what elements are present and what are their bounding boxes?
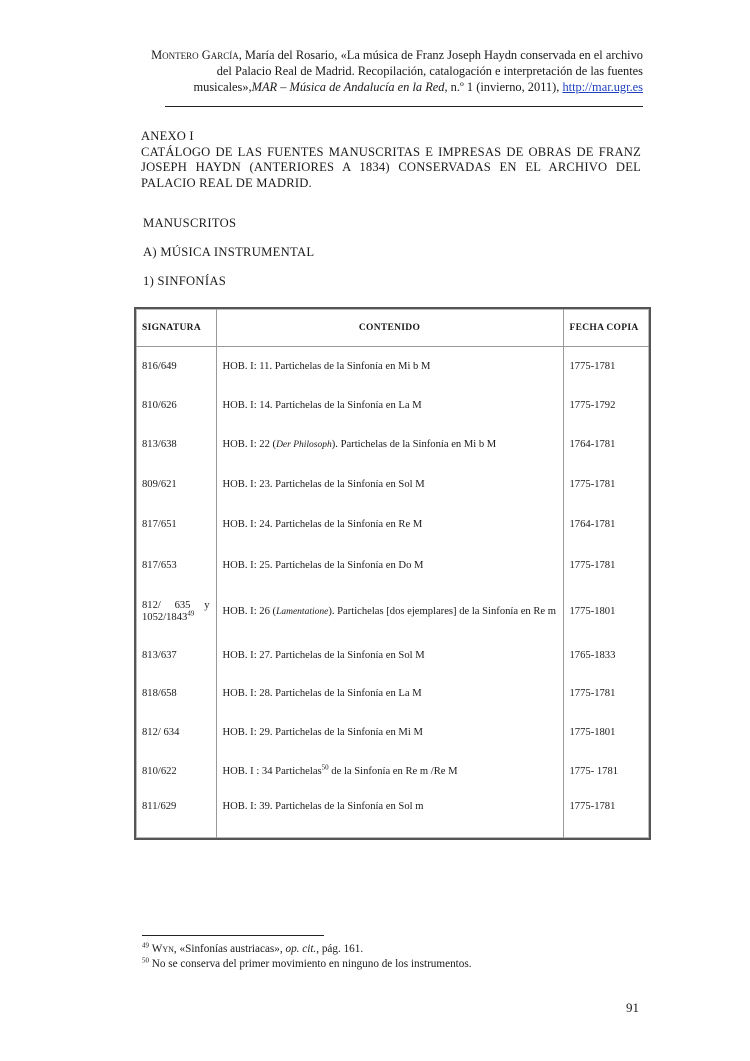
signatura-text: 813/638 (142, 439, 177, 450)
footnote-ref: 50 (321, 762, 329, 771)
cell-signatura (136, 546, 216, 587)
signatura-text: 810/622 (142, 765, 177, 777)
section-musica-instrumental: A) MÚSICA INSTRUMENTAL (143, 245, 315, 259)
header-divider (165, 106, 643, 107)
cell-fecha-copia: 1765-1833 (569, 649, 616, 661)
cell-fecha-copia: 1775-1781 (569, 360, 616, 372)
cell-contenido (216, 753, 563, 791)
contenido-text: HOB. I: 29. Partichelas de la Sinfonía en Mi M (222, 727, 423, 738)
annex-title: CATÁLOGO DE LAS FUENTES MANUSCRITAS E IMPRESAS DE OBRAS DE FRANZ JOSEPH HAYDN (ANTERIORES A 1834) CONSERVADAS EN EL ARCHIVO DEL PALACIO REAL DE MADRID. (141, 144, 641, 190)
cell-fecha-copia: 1764-1781 (569, 519, 616, 530)
table-row (136, 753, 649, 791)
header-author: Montero García (151, 48, 239, 62)
signatura-text: 813/637 (142, 649, 177, 661)
work-nickname: Lamentatione (276, 606, 329, 617)
table-row (136, 347, 649, 387)
annex-label: ANEXO I (141, 129, 194, 143)
page-number: 91 (626, 1000, 639, 1015)
cell-fecha-copia: 1775-1781 (569, 800, 616, 812)
cell-contenido (216, 675, 563, 714)
contenido-text: HOB. I: 39. Partichelas de la Sinfonía en Sol m (222, 800, 424, 812)
footnote-number: 50 (142, 956, 149, 965)
table-row (136, 465, 649, 505)
cell-signatura (136, 753, 216, 791)
contenido-text: HOB. I: 24. Partichelas de la Sinfonía en Re M (222, 519, 423, 530)
table-row (136, 546, 649, 587)
signatura-text: 816/649 (142, 360, 177, 372)
table-row (136, 505, 649, 546)
cell-fecha-copia: 1775-1781 (569, 560, 616, 571)
section-manuscritos: MANUSCRITOS (143, 216, 237, 230)
cell-contenido (216, 505, 563, 546)
signatura-text: 810/626 (142, 400, 177, 411)
footnote-text: , «Sinfonías austriacas», (173, 943, 286, 955)
contenido-text: HOB. I: 25. Partichelas de la Sinfonía en Do M (222, 560, 424, 571)
col-header-fecha-copia: FECHA COPIA (563, 309, 649, 347)
cell-contenido (216, 791, 563, 823)
cell-fecha-copia: 1775-1792 (569, 400, 616, 411)
footnote-divider (142, 935, 324, 936)
table-row (136, 791, 649, 823)
cell-signatura (136, 587, 216, 637)
cell-contenido (216, 387, 563, 426)
cell-fecha-copia: 1775-1801 (569, 727, 616, 738)
footnote-author: Wyn (151, 943, 174, 955)
footnote-text: No se conserva del primer movimiento en ninguno de los instrumentos. (149, 958, 472, 970)
cell-contenido (216, 546, 563, 587)
cell-fecha-copia: 1775-1781 (569, 478, 616, 490)
col-header-contenido: CONTENIDO (216, 309, 563, 347)
contenido-text: ). Partichelas [dos ejemplares] de la Sinfonía en Re m (328, 605, 557, 617)
cell-fecha-copia: 1775- 1781 (569, 765, 619, 777)
header-citation-a: , María del Rosario, «La música de Franz Joseph Haydn conservada en el archivo del Palacio Real de Madrid. Recopilación, catalogación e interpretación de las fuentes musicales», (193, 48, 643, 94)
signatura-text: 812/ 635 y 1052/1843 (142, 599, 210, 623)
cell-signatura (136, 347, 216, 387)
cell-signatura (136, 387, 216, 426)
section-sinfonias: 1) SINFONÍAS (143, 274, 227, 288)
col-header-signatura: SIGNATURA (136, 309, 216, 347)
cell-fecha-copia: 1775-1801 (569, 605, 616, 617)
contenido-text: HOB. I: 26 ( (222, 605, 277, 617)
signatura-text: 809/621 (142, 478, 177, 490)
annex-block (141, 129, 641, 191)
header-journal: MAR – Música de Andalucía en la Red (251, 80, 445, 94)
cell-fecha-copia: 1764-1781 (569, 439, 616, 450)
cell-fecha-copia: 1775-1781 (569, 688, 616, 699)
cell-signatura (136, 637, 216, 675)
table-header-row (136, 309, 649, 347)
footnote-49 (142, 942, 642, 957)
table-row (136, 387, 649, 426)
running-header (140, 47, 643, 95)
footnote-text: , pág. 161. (316, 943, 364, 955)
contenido-text: HOB. I: 28. Partichelas de la Sinfonía en La M (222, 688, 422, 699)
footnote-50 (142, 957, 642, 972)
work-nickname: Der Philosoph (276, 440, 332, 450)
contenido-text: HOB. I: 22 ( (222, 439, 277, 450)
cell-contenido (216, 637, 563, 675)
cell-signatura (136, 426, 216, 465)
catalog-table (136, 309, 649, 838)
cell-signatura (136, 505, 216, 546)
cell-signatura (136, 675, 216, 714)
contenido-text: HOB. I: 14. Partichelas de la Sinfonía en La M (222, 400, 422, 411)
contenido-text: HOB. I : 34 Partichelas (222, 765, 322, 777)
contenido-text: ). Partichelas de la Sinfonía en Mi b M (331, 439, 497, 450)
footnote-italic: op. cit. (285, 943, 317, 955)
cell-contenido (216, 347, 563, 387)
table-filler-row (136, 823, 649, 839)
cell-signatura (136, 465, 216, 505)
cell-signatura (136, 791, 216, 823)
footnote-ref: 49 (187, 608, 195, 617)
signatura-text: 818/658 (142, 688, 177, 699)
header-url-link[interactable]: http://mar.ugr.es (562, 80, 643, 94)
footnote-number: 49 (142, 941, 149, 950)
cell-contenido (216, 465, 563, 505)
table-row (136, 426, 649, 465)
cell-signatura (136, 714, 216, 753)
signatura-text: 812/ 634 (142, 727, 180, 738)
contenido-text: HOB. I: 23. Partichelas de la Sinfonía en Sol M (222, 478, 425, 490)
table-row (136, 714, 649, 753)
table-row (136, 637, 649, 675)
table-row (136, 675, 649, 714)
header-citation-b: , n.º 1 (invierno, 2011), (444, 80, 563, 94)
table-row (136, 587, 649, 637)
signatura-text: 817/653 (142, 560, 177, 571)
signatura-text: 811/629 (142, 800, 177, 812)
contenido-text: HOB. I: 11. Partichelas de la Sinfonía en Mi b M (222, 360, 431, 372)
contenido-text: HOB. I: 27. Partichelas de la Sinfonía en Sol M (222, 649, 425, 661)
cell-contenido (216, 587, 563, 637)
signatura-text: 817/651 (142, 519, 177, 530)
cell-contenido (216, 714, 563, 753)
cell-contenido (216, 426, 563, 465)
contenido-text: de la Sinfonía en Re m /Re M (328, 765, 458, 777)
catalog-table-frame (134, 307, 651, 840)
footnotes (142, 942, 642, 972)
